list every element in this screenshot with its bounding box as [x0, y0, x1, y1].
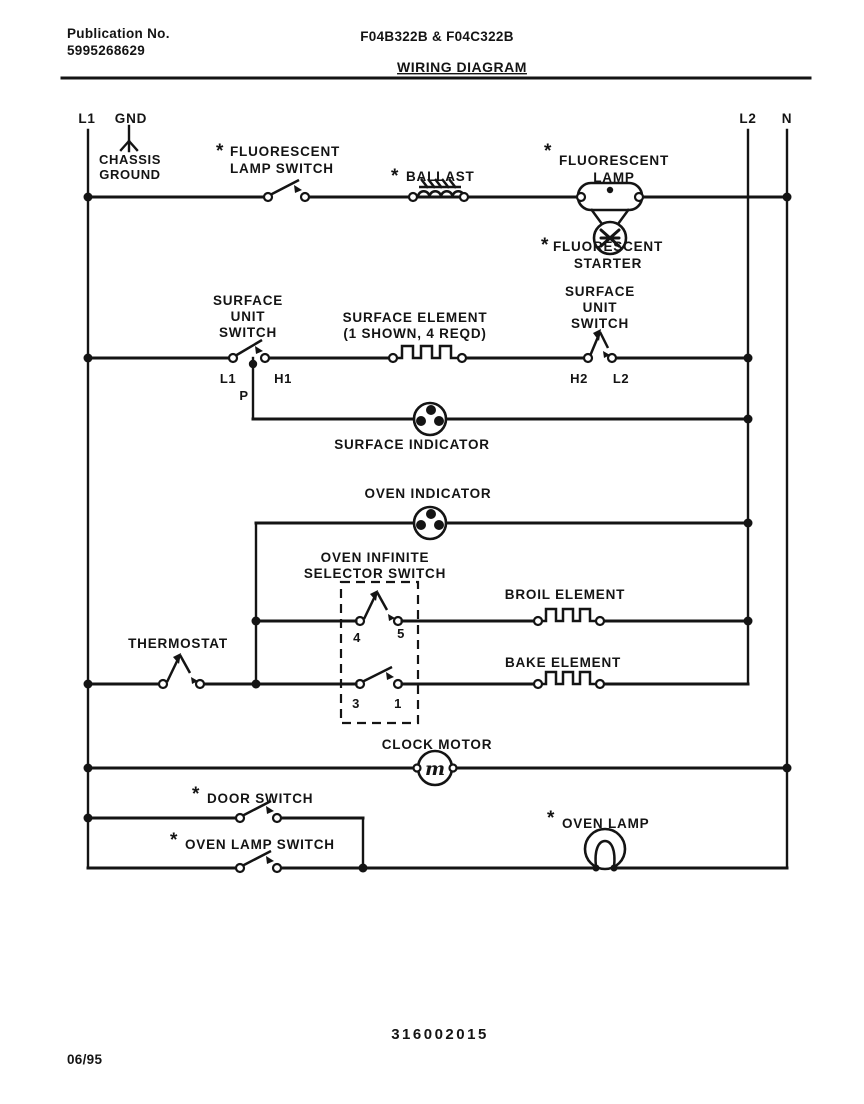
selector-bake-contact-symbol [356, 667, 402, 688]
surface-indicator-symbol [414, 403, 446, 435]
bake-element-symbol [534, 672, 604, 688]
oven-lamp-symbol [585, 829, 625, 872]
fluorescent-lamp-switch-asterisk: * [216, 141, 224, 162]
surface-circuit [88, 284, 748, 419]
publication-label: Publication No. [67, 26, 170, 41]
surface-element-symbol [389, 346, 466, 362]
oven-lamp-asterisk: * [547, 808, 555, 829]
fluorescent-lamp-label-2: LAMP [593, 170, 635, 185]
clock-motor-circuit [88, 737, 787, 785]
fluorescent-lamp-symbol [577, 183, 643, 224]
clock-motor-symbol [414, 751, 457, 785]
fluorescent-lamp-switch-label-1: FLUORESCENT [230, 144, 341, 159]
terminal-l1-label: L1 [219, 371, 237, 386]
thermostat-label: THERMOSTAT [128, 636, 228, 651]
terminal-3-label: 3 [352, 696, 360, 711]
fluorescent-lamp-switch-label-2: LAMP SWITCH [230, 161, 334, 176]
oven-lamp-switch-symbol [236, 851, 281, 872]
surface-unit-switch-right-label-2: UNIT [582, 300, 618, 315]
broil-element-symbol [534, 609, 604, 625]
broil-circuit [256, 587, 748, 625]
bus-label-l1: L1 [78, 111, 96, 126]
header [62, 26, 810, 78]
page-title: WIRING DIAGRAM [397, 59, 527, 75]
ballast-asterisk: * [391, 166, 399, 187]
thermostat-symbol [159, 653, 204, 688]
surface-unit-switch-right-symbol [584, 329, 616, 362]
terminal-4-label: 4 [353, 630, 361, 645]
model-numbers: F04B322B & F04C322B [360, 29, 514, 44]
motor-m-glyph: m [424, 758, 446, 780]
bus-label-l2: L2 [739, 111, 757, 126]
chassis-ground-label-2: GROUND [99, 167, 161, 182]
oven-lamp-switch-asterisk: * [170, 830, 178, 851]
terminal-h2-label: H2 [570, 371, 588, 386]
bus-label-n: N [781, 111, 793, 126]
terminal-p-label: P [239, 388, 249, 403]
fluorescent-lamp-label-1: FLUORESCENT [558, 153, 670, 168]
bake-element-label: BAKE ELEMENT [504, 655, 622, 670]
surface-unit-switch-left-label-3: SWITCH [218, 325, 278, 340]
terminal-1-label: 1 [394, 696, 402, 711]
broil-element-label: BROIL ELEMENT [504, 587, 626, 602]
surface-unit-switch-right-label-1: SURFACE [564, 284, 636, 299]
oven-lamp-label: OVEN LAMP [562, 816, 650, 831]
fluorescent-starter-label-1: FLUORESCENT [552, 239, 664, 254]
oven-indicator-circuit [256, 486, 748, 684]
surface-element-label-2: (1 SHOWN, 4 REQD) [343, 326, 487, 341]
terminal-5-label: 5 [397, 626, 405, 641]
oven-lamp-switch-label: OVEN LAMP SWITCH [185, 837, 335, 852]
selector-switch-label-1: OVEN INFINITE [320, 550, 430, 565]
oven-infinite-selector-switch [304, 550, 446, 723]
door-switch-label: DOOR SWITCH [207, 791, 314, 806]
chassis-ground-symbol [99, 126, 161, 182]
selector-switch-label-2: SELECTOR SWITCH [303, 566, 447, 581]
fluorescent-lamp-switch-symbol [264, 180, 309, 201]
clock-motor-label: CLOCK MOTOR [381, 737, 493, 752]
surface-element-label-1: SURFACE ELEMENT [342, 310, 488, 325]
footer [67, 1026, 489, 1067]
oven-indicator-label: OVEN INDICATOR [364, 486, 492, 501]
terminal-h1-label: H1 [274, 371, 292, 386]
fluorescent-starter-asterisk: * [541, 235, 549, 256]
terminal-l2-label: L2 [612, 371, 630, 386]
fluorescent-lamp-asterisk: * [544, 141, 552, 162]
surface-unit-switch-right-label-3: SWITCH [570, 316, 630, 331]
oven-indicator-symbol [414, 507, 446, 539]
fluorescent-circuit [88, 141, 787, 271]
surface-unit-switch-left-label-1: SURFACE [212, 293, 284, 308]
publication-number: 5995268629 [67, 43, 146, 58]
bus-label-gnd: GND [114, 111, 148, 126]
door-switch-asterisk: * [192, 784, 200, 805]
ballast-label: BALLAST [406, 169, 475, 184]
surface-indicator-label: SURFACE INDICATOR [334, 437, 490, 452]
oven-lamp-circuit [88, 784, 787, 872]
ground-icon [121, 126, 137, 151]
surface-indicator-circuit [253, 403, 748, 452]
selector-broil-contact-symbol [356, 590, 402, 625]
part-number: 316002015 [391, 1026, 489, 1043]
fluorescent-starter-label-2: STARTER [573, 256, 643, 271]
chassis-ground-label-1: CHASSIS [99, 152, 161, 167]
revision-date: 06/95 [67, 1052, 103, 1067]
surface-unit-switch-left-label-2: UNIT [230, 309, 266, 324]
